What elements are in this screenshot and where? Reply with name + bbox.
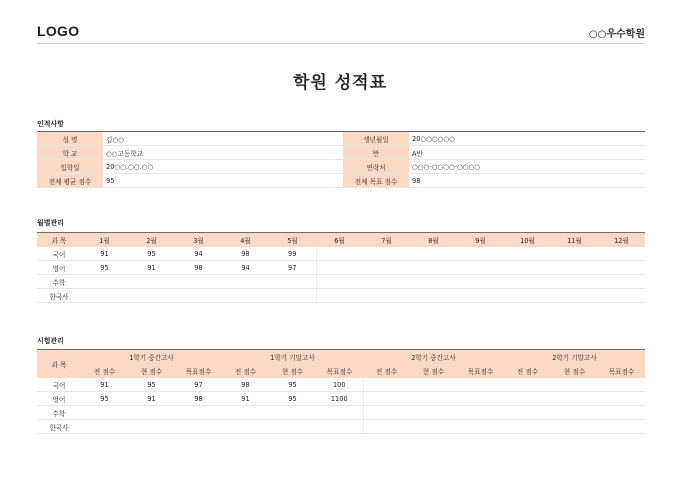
score-type-header: 전 점수 <box>504 364 551 378</box>
score-cell: 95 <box>128 247 175 261</box>
field-label: 학 교 <box>37 146 103 160</box>
personal-row <box>37 174 645 188</box>
score-cell <box>128 406 175 420</box>
score-cell <box>175 406 222 420</box>
score-cell: 100 <box>316 378 363 392</box>
field-value: 20○○○○○○ <box>409 132 645 146</box>
score-cell <box>410 261 457 275</box>
field-label: 반 <box>343 146 409 160</box>
score-cell: 94 <box>175 247 222 261</box>
table-row <box>37 247 645 261</box>
month-header: 5월 <box>269 233 316 247</box>
score-type-header: 전 점수 <box>222 364 269 378</box>
term-header: 2학기 중간고사 <box>363 350 504 364</box>
personal-row <box>37 146 645 160</box>
section-monthly-label: 월별관리 <box>37 219 65 227</box>
academy-name: ○○우수학원 <box>588 29 645 40</box>
score-cell <box>316 261 363 275</box>
subject-cell: 한국사 <box>37 420 81 434</box>
month-header: 2월 <box>128 233 175 247</box>
personal-row <box>37 160 645 174</box>
field-label: 성 명 <box>37 132 103 146</box>
score-cell <box>363 247 410 261</box>
score-cell <box>598 406 645 420</box>
field-value: ○○고등학교 <box>103 146 343 160</box>
score-cell <box>410 275 457 289</box>
field-label: 연락처 <box>343 160 409 174</box>
field-label: 입학일 <box>37 160 103 174</box>
score-cell: 98 <box>175 392 222 406</box>
score-cell <box>81 420 128 434</box>
score-cell <box>410 378 457 392</box>
score-cell <box>598 247 645 261</box>
subject-cell: 수학 <box>37 275 81 289</box>
score-type-header: 목표점수 <box>598 364 645 378</box>
score-cell <box>269 275 316 289</box>
score-cell <box>363 406 410 420</box>
section-personal-label: 인적사항 <box>37 120 65 128</box>
month-header: 8월 <box>410 233 457 247</box>
score-cell <box>410 289 457 303</box>
score-cell <box>316 275 363 289</box>
page-title: 학원 성적표 <box>292 73 388 93</box>
score-cell <box>81 275 128 289</box>
score-cell <box>504 378 551 392</box>
score-cell <box>457 406 504 420</box>
score-type-header: 현 점수 <box>269 364 316 378</box>
score-cell <box>598 392 645 406</box>
subject-header: 과 목 <box>37 350 81 378</box>
score-cell: 95 <box>269 392 316 406</box>
table-row <box>37 289 645 303</box>
subject-cell: 수학 <box>37 406 81 420</box>
score-cell <box>222 275 269 289</box>
score-type-header: 현 점수 <box>410 364 457 378</box>
score-cell: 95 <box>81 261 128 275</box>
score-cell: 95 <box>128 378 175 392</box>
table-row <box>37 261 645 275</box>
month-header: 11월 <box>551 233 598 247</box>
page-header <box>37 22 645 44</box>
score-cell <box>598 420 645 434</box>
score-cell: 91 <box>128 261 175 275</box>
score-cell <box>598 378 645 392</box>
score-cell <box>316 420 363 434</box>
subject-cell: 한국사 <box>37 289 81 303</box>
score-cell <box>222 406 269 420</box>
score-cell <box>363 420 410 434</box>
score-cell <box>410 406 457 420</box>
score-cell <box>128 275 175 289</box>
score-cell <box>551 289 598 303</box>
personal-row <box>37 132 645 146</box>
field-label: 전체 평균 점수 <box>37 174 103 188</box>
score-cell <box>504 275 551 289</box>
score-cell <box>457 420 504 434</box>
score-cell: 95 <box>269 378 316 392</box>
score-cell: 91 <box>222 392 269 406</box>
table-row <box>37 406 645 420</box>
subject-cell: 영어 <box>37 261 81 275</box>
score-cell <box>551 420 598 434</box>
subject-cell: 영어 <box>37 392 81 406</box>
score-cell: 98 <box>222 247 269 261</box>
score-type-header: 목표점수 <box>457 364 504 378</box>
score-cell <box>551 275 598 289</box>
score-cell <box>410 420 457 434</box>
score-cell <box>504 420 551 434</box>
score-cell: 95 <box>81 392 128 406</box>
score-cell: 99 <box>269 247 316 261</box>
field-label: 전체 목표 점수 <box>343 174 409 188</box>
subject-cell: 국어 <box>37 247 81 261</box>
score-cell <box>457 275 504 289</box>
score-cell <box>222 420 269 434</box>
term-header: 1학기 기말고사 <box>222 350 363 364</box>
score-cell <box>81 406 128 420</box>
logo: LOGO <box>37 23 80 39</box>
score-cell <box>504 392 551 406</box>
term-header: 1학기 중간고사 <box>81 350 222 364</box>
score-type-header: 전 점수 <box>363 364 410 378</box>
score-cell <box>316 247 363 261</box>
score-cell <box>457 261 504 275</box>
score-cell <box>457 247 504 261</box>
score-cell <box>363 275 410 289</box>
score-cell <box>81 289 128 303</box>
month-header: 10월 <box>504 233 551 247</box>
score-cell <box>598 261 645 275</box>
score-cell: 91 <box>81 247 128 261</box>
score-cell <box>316 289 363 303</box>
score-cell <box>363 289 410 303</box>
score-cell <box>269 406 316 420</box>
score-cell: 98 <box>222 378 269 392</box>
table-row <box>37 420 645 434</box>
month-header: 12월 <box>598 233 645 247</box>
term-header: 2학기 기말고사 <box>504 350 645 364</box>
score-cell: 94 <box>222 261 269 275</box>
monthly-table <box>37 232 645 303</box>
table-row <box>37 378 645 392</box>
table-row <box>37 392 645 406</box>
score-cell <box>175 275 222 289</box>
field-value: ○○○-○○○○-○○○○ <box>409 160 645 174</box>
score-cell <box>551 261 598 275</box>
score-cell <box>504 261 551 275</box>
score-cell: 1100 <box>316 392 363 406</box>
field-label: 생년월일 <box>343 132 409 146</box>
field-value: 95 <box>103 174 343 188</box>
field-value: 김○○ <box>103 132 343 146</box>
score-cell <box>598 275 645 289</box>
score-cell <box>551 406 598 420</box>
score-cell <box>457 289 504 303</box>
month-header: 7월 <box>363 233 410 247</box>
month-header: 6월 <box>316 233 363 247</box>
score-type-header: 목표점수 <box>175 364 222 378</box>
score-cell <box>128 420 175 434</box>
score-cell <box>504 406 551 420</box>
score-cell: 97 <box>269 261 316 275</box>
score-cell <box>410 247 457 261</box>
personal-info-table <box>37 131 645 188</box>
score-cell <box>504 289 551 303</box>
subject-header: 과 목 <box>37 233 81 247</box>
section-exam-label: 시험관리 <box>37 337 65 345</box>
score-type-header: 전 점수 <box>81 364 128 378</box>
score-cell <box>363 392 410 406</box>
score-cell <box>269 289 316 303</box>
score-cell <box>598 289 645 303</box>
score-cell: 98 <box>175 261 222 275</box>
score-cell <box>551 247 598 261</box>
score-cell: 97 <box>175 378 222 392</box>
table-row <box>37 275 645 289</box>
score-type-header: 현 점수 <box>128 364 175 378</box>
score-cell: 91 <box>128 392 175 406</box>
score-type-header: 목표점수 <box>316 364 363 378</box>
score-cell <box>504 247 551 261</box>
score-cell <box>457 378 504 392</box>
month-header: 1월 <box>81 233 128 247</box>
score-cell <box>269 420 316 434</box>
subject-cell: 국어 <box>37 378 81 392</box>
field-value: 98 <box>409 174 645 188</box>
score-cell <box>175 420 222 434</box>
score-cell <box>363 261 410 275</box>
score-cell <box>128 289 175 303</box>
score-cell <box>410 392 457 406</box>
month-header: 3월 <box>175 233 222 247</box>
month-header: 9월 <box>457 233 504 247</box>
score-cell <box>457 392 504 406</box>
score-cell <box>316 406 363 420</box>
score-cell <box>175 289 222 303</box>
field-value: A반 <box>409 146 645 160</box>
score-cell <box>363 378 410 392</box>
month-header: 4월 <box>222 233 269 247</box>
score-cell: 91 <box>81 378 128 392</box>
field-value: 20○○.○○.○○ <box>103 160 343 174</box>
score-cell <box>551 392 598 406</box>
score-cell <box>222 289 269 303</box>
score-cell <box>551 378 598 392</box>
exam-table <box>37 349 645 434</box>
score-type-header: 현 점수 <box>551 364 598 378</box>
